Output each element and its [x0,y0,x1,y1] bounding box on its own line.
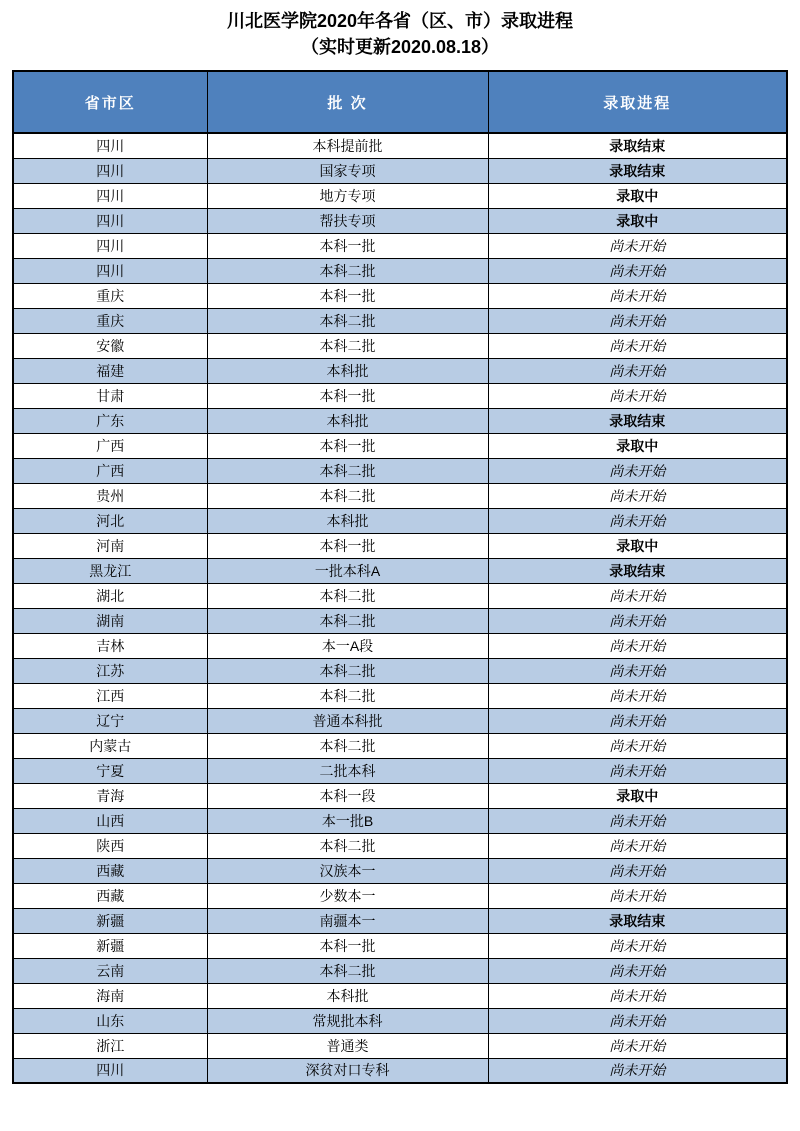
status-cell: 尚未开始 [488,233,787,258]
province-cell: 宁夏 [13,758,207,783]
province-cell: 山东 [13,1008,207,1033]
province-cell: 陕西 [13,833,207,858]
table-row [13,1058,787,1083]
status-cell: 尚未开始 [488,858,787,883]
batch-cell: 本科二批 [207,658,488,683]
table-row [13,908,787,933]
status-cell: 尚未开始 [488,583,787,608]
status-cell: 尚未开始 [488,808,787,833]
province-cell: 四川 [13,233,207,258]
header-status: 录取进程 [488,71,787,133]
table-row [13,158,787,183]
province-cell: 西藏 [13,858,207,883]
batch-cell: 地方专项 [207,183,488,208]
table-row [13,933,787,958]
batch-cell: 帮扶专项 [207,208,488,233]
status-cell: 尚未开始 [488,933,787,958]
batch-cell: 汉族本一 [207,858,488,883]
status-cell: 录取结束 [488,158,787,183]
province-cell: 江西 [13,683,207,708]
batch-cell: 一批本科A [207,558,488,583]
status-cell: 录取中 [488,183,787,208]
header-province: 省市区 [13,71,207,133]
batch-cell: 本科批 [207,408,488,433]
batch-cell: 本科一批 [207,933,488,958]
table-row [13,383,787,408]
status-cell: 尚未开始 [488,608,787,633]
status-cell: 录取结束 [488,408,787,433]
table-row [13,783,787,808]
status-cell: 尚未开始 [488,508,787,533]
province-cell: 甘肃 [13,383,207,408]
status-cell: 尚未开始 [488,283,787,308]
status-cell: 尚未开始 [488,758,787,783]
province-cell: 广东 [13,408,207,433]
status-cell: 尚未开始 [488,308,787,333]
table-row [13,333,787,358]
table-row [13,483,787,508]
batch-cell: 少数本一 [207,883,488,908]
province-cell: 青海 [13,783,207,808]
table-row [13,983,787,1008]
status-cell: 录取中 [488,208,787,233]
status-cell: 尚未开始 [488,683,787,708]
page-subtitle: （实时更新2020.08.18） [300,37,500,57]
table-row [13,733,787,758]
table-row [13,558,787,583]
table-row [13,433,787,458]
status-cell: 尚未开始 [488,258,787,283]
status-cell: 录取结束 [488,908,787,933]
status-cell: 尚未开始 [488,333,787,358]
province-cell: 湖北 [13,583,207,608]
batch-cell: 普通类 [207,1033,488,1058]
batch-cell: 本科二批 [207,733,488,758]
status-cell: 尚未开始 [488,1008,787,1033]
table-row [13,208,787,233]
table-row [13,358,787,383]
batch-cell: 本科批 [207,358,488,383]
table-row [13,133,787,158]
table-header-row [13,71,787,133]
province-cell: 内蒙古 [13,733,207,758]
batch-cell: 本科二批 [207,583,488,608]
batch-cell: 常规批本科 [207,1008,488,1033]
batch-cell: 本科二批 [207,683,488,708]
table-row [13,608,787,633]
status-cell: 录取中 [488,783,787,808]
province-cell: 四川 [13,133,207,158]
batch-cell: 本科一批 [207,433,488,458]
batch-cell: 国家专项 [207,158,488,183]
batch-cell: 二批本科 [207,758,488,783]
status-cell: 尚未开始 [488,383,787,408]
batch-cell: 本科批 [207,508,488,533]
status-cell: 尚未开始 [488,883,787,908]
table-row [13,858,787,883]
status-cell: 尚未开始 [488,733,787,758]
table-row [13,458,787,483]
table-row [13,258,787,283]
province-cell: 湖南 [13,608,207,633]
status-cell: 尚未开始 [488,1058,787,1083]
status-cell: 尚未开始 [488,1033,787,1058]
status-cell: 尚未开始 [488,483,787,508]
table-row [13,408,787,433]
batch-cell: 本科一批 [207,233,488,258]
batch-cell: 本科一批 [207,533,488,558]
batch-cell: 本科二批 [207,958,488,983]
province-cell: 黑龙江 [13,558,207,583]
province-cell: 广西 [13,433,207,458]
status-cell: 录取中 [488,433,787,458]
table-row [13,1008,787,1033]
table-row [13,833,787,858]
table-row [13,583,787,608]
table-row [13,958,787,983]
table-row [13,533,787,558]
batch-cell: 南疆本一 [207,908,488,933]
status-cell: 录取结束 [488,133,787,158]
province-cell: 广西 [13,458,207,483]
table-row [13,183,787,208]
province-cell: 辽宁 [13,708,207,733]
table-row [13,808,787,833]
admission-progress-table [12,70,788,1084]
province-cell: 新疆 [13,908,207,933]
status-cell: 尚未开始 [488,358,787,383]
batch-cell: 普通本科批 [207,708,488,733]
batch-cell: 本科批 [207,983,488,1008]
batch-cell: 本科提前批 [207,133,488,158]
table-row [13,508,787,533]
table-row [13,708,787,733]
batch-cell: 本科二批 [207,833,488,858]
table-row [13,683,787,708]
province-cell: 福建 [13,358,207,383]
batch-cell: 本科一批 [207,383,488,408]
table-row [13,633,787,658]
batch-cell: 本科二批 [207,308,488,333]
province-cell: 安徽 [13,333,207,358]
table-row [13,308,787,333]
batch-cell: 本科二批 [207,608,488,633]
status-cell: 录取中 [488,533,787,558]
table-row [13,658,787,683]
table-row [13,233,787,258]
status-cell: 尚未开始 [488,658,787,683]
status-cell: 尚未开始 [488,633,787,658]
status-cell: 尚未开始 [488,458,787,483]
table-row [13,1033,787,1058]
province-cell: 四川 [13,1058,207,1083]
batch-cell: 本科二批 [207,333,488,358]
header-batch: 批 次 [207,71,488,133]
province-cell: 四川 [13,258,207,283]
status-cell: 尚未开始 [488,708,787,733]
province-cell: 重庆 [13,283,207,308]
province-cell: 贵州 [13,483,207,508]
page-title: 川北医学院2020年各省（区、市）录取进程 [226,11,574,31]
province-cell: 吉林 [13,633,207,658]
province-cell: 新疆 [13,933,207,958]
status-cell: 尚未开始 [488,983,787,1008]
province-cell: 河北 [13,508,207,533]
batch-cell: 本科二批 [207,458,488,483]
batch-cell: 本科一批 [207,283,488,308]
batch-cell: 本科一段 [207,783,488,808]
batch-cell: 本一A段 [207,633,488,658]
batch-cell: 本科二批 [207,483,488,508]
province-cell: 河南 [13,533,207,558]
table-row [13,883,787,908]
province-cell: 云南 [13,958,207,983]
table-row [13,283,787,308]
table-row [13,758,787,783]
province-cell: 四川 [13,158,207,183]
province-cell: 浙江 [13,1033,207,1058]
batch-cell: 本一批B [207,808,488,833]
province-cell: 四川 [13,183,207,208]
province-cell: 西藏 [13,883,207,908]
status-cell: 尚未开始 [488,958,787,983]
batch-cell: 深贫对口专科 [207,1058,488,1083]
province-cell: 海南 [13,983,207,1008]
province-cell: 山西 [13,808,207,833]
status-cell: 录取结束 [488,558,787,583]
batch-cell: 本科二批 [207,258,488,283]
province-cell: 重庆 [13,308,207,333]
province-cell: 江苏 [13,658,207,683]
province-cell: 四川 [13,208,207,233]
status-cell: 尚未开始 [488,833,787,858]
